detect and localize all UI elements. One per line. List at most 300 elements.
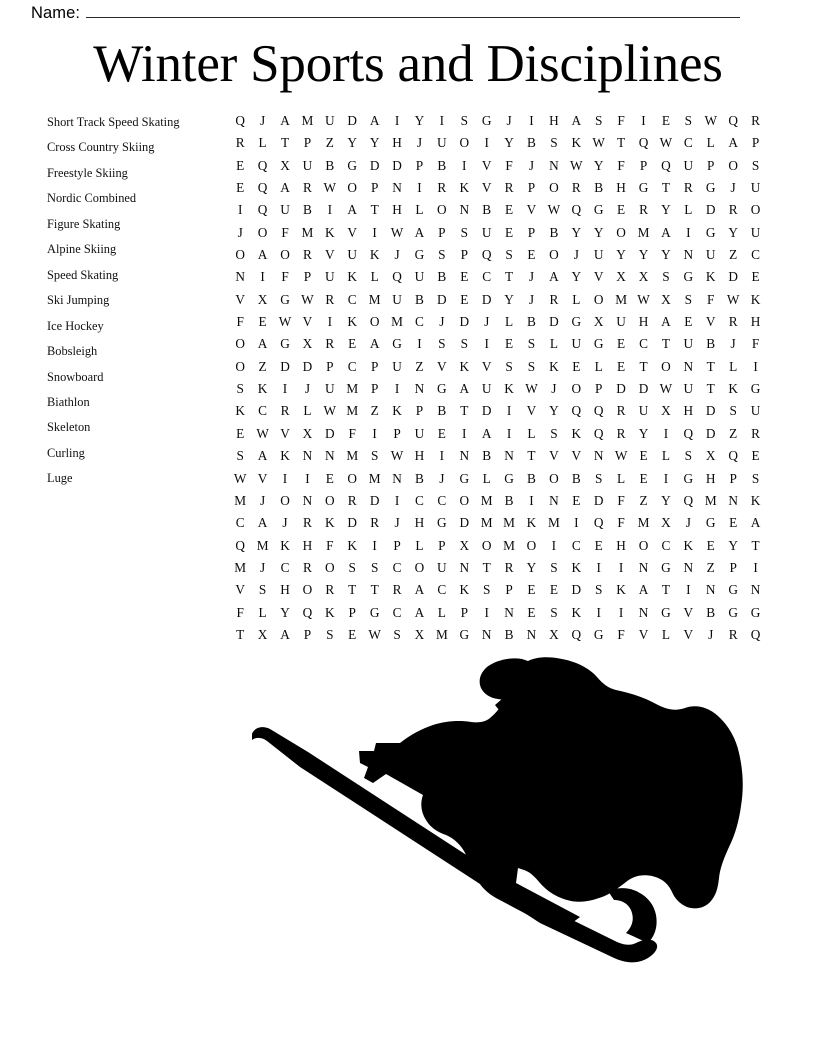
grid-cell[interactable]: M: [256, 537, 269, 553]
grid-cell[interactable]: F: [281, 269, 289, 285]
grid-cell[interactable]: H: [683, 403, 694, 419]
grid-cell[interactable]: Y: [571, 269, 582, 285]
grid-cell[interactable]: O: [549, 180, 559, 196]
grid-cell[interactable]: Q: [235, 537, 245, 553]
grid-cell[interactable]: X: [549, 626, 559, 642]
grid-cell[interactable]: M: [503, 515, 515, 531]
grid-cell[interactable]: C: [437, 492, 447, 508]
grid-cell[interactable]: N: [638, 559, 649, 575]
grid-cell[interactable]: T: [460, 403, 469, 419]
grid-cell[interactable]: C: [392, 559, 402, 575]
grid-cell[interactable]: N: [235, 269, 245, 285]
grid-cell[interactable]: I: [686, 582, 691, 598]
grid-cell[interactable]: E: [258, 314, 267, 330]
grid-cell[interactable]: U: [414, 425, 425, 441]
grid-cell[interactable]: P: [729, 470, 737, 486]
grid-cell[interactable]: E: [236, 425, 245, 441]
grid-cell[interactable]: N: [459, 202, 470, 218]
grid-cell[interactable]: S: [684, 113, 693, 128]
grid-cell[interactable]: B: [482, 448, 492, 464]
grid-cell[interactable]: O: [593, 291, 604, 307]
grid-cell[interactable]: K: [683, 537, 694, 553]
grid-cell[interactable]: D: [481, 291, 492, 307]
grid-cell[interactable]: T: [370, 202, 379, 218]
grid-cell[interactable]: N: [683, 559, 694, 575]
grid-cell[interactable]: D: [705, 403, 716, 419]
grid-cell[interactable]: G: [728, 582, 738, 598]
grid-cell[interactable]: E: [617, 358, 626, 374]
grid-cell[interactable]: Y: [504, 135, 514, 151]
grid-cell[interactable]: D: [616, 381, 626, 397]
grid-cell[interactable]: S: [460, 224, 468, 240]
grid-cell[interactable]: B: [504, 492, 514, 508]
grid-cell[interactable]: R: [347, 492, 357, 508]
grid-cell[interactable]: G: [661, 559, 671, 575]
grid-cell[interactable]: V: [235, 582, 245, 598]
grid-cell[interactable]: N: [459, 448, 470, 464]
grid-cell[interactable]: H: [549, 113, 559, 128]
grid-cell[interactable]: G: [504, 470, 514, 486]
grid-cell[interactable]: P: [438, 224, 446, 240]
grid-cell[interactable]: G: [638, 180, 649, 196]
grid-cell[interactable]: S: [326, 626, 334, 642]
grid-cell[interactable]: S: [550, 604, 558, 620]
grid-cell[interactable]: Y: [616, 247, 626, 263]
grid-cell[interactable]: V: [302, 314, 313, 330]
grid-cell[interactable]: I: [372, 224, 377, 240]
grid-cell[interactable]: L: [505, 314, 514, 330]
grid-cell[interactable]: G: [750, 381, 761, 397]
grid-cell[interactable]: T: [236, 626, 245, 642]
grid-cell[interactable]: D: [280, 358, 290, 374]
grid-cell[interactable]: T: [661, 336, 670, 352]
grid-cell[interactable]: G: [593, 202, 604, 218]
grid-cell[interactable]: L: [527, 425, 536, 441]
grid-cell[interactable]: P: [505, 582, 513, 598]
grid-cell[interactable]: P: [303, 135, 312, 151]
grid-cell[interactable]: W: [256, 425, 269, 441]
grid-cell[interactable]: K: [459, 582, 470, 598]
grid-cell[interactable]: M: [480, 515, 493, 531]
grid-cell[interactable]: F: [707, 291, 715, 307]
grid-cell[interactable]: Q: [235, 113, 245, 128]
grid-cell[interactable]: Q: [593, 425, 604, 441]
grid-cell[interactable]: J: [685, 515, 691, 531]
grid-cell[interactable]: R: [302, 247, 312, 263]
grid-cell[interactable]: J: [282, 515, 288, 531]
grid-cell[interactable]: J: [528, 291, 535, 307]
grid-cell[interactable]: V: [526, 202, 537, 218]
grid-cell[interactable]: A: [414, 224, 425, 240]
grid-cell[interactable]: R: [235, 135, 245, 151]
grid-cell[interactable]: L: [594, 358, 603, 374]
grid-cell[interactable]: I: [327, 314, 333, 330]
grid-cell[interactable]: A: [661, 224, 671, 240]
grid-cell[interactable]: W: [323, 180, 337, 196]
grid-cell[interactable]: W: [233, 470, 247, 486]
word-list-item[interactable]: Short Track Speed Skating: [47, 115, 180, 129]
grid-cell[interactable]: N: [638, 604, 649, 620]
word-list-item[interactable]: Luge: [47, 471, 73, 486]
grid-cell[interactable]: P: [595, 381, 603, 397]
grid-cell[interactable]: M: [435, 626, 448, 642]
grid-cell[interactable]: A: [414, 604, 425, 620]
grid-cell[interactable]: V: [638, 626, 649, 642]
grid-cell[interactable]: V: [571, 448, 582, 464]
grid-cell[interactable]: Y: [549, 403, 559, 419]
grid-cell[interactable]: S: [550, 425, 558, 441]
grid-cell[interactable]: O: [235, 247, 245, 263]
grid-cell[interactable]: M: [480, 492, 493, 508]
grid-cell[interactable]: O: [235, 336, 245, 352]
grid-cell[interactable]: U: [705, 247, 716, 263]
letter-grid[interactable]: [229, 110, 767, 646]
grid-cell[interactable]: V: [325, 247, 335, 263]
grid-cell[interactable]: P: [393, 425, 401, 441]
grid-cell[interactable]: I: [618, 559, 624, 575]
grid-cell[interactable]: Y: [504, 291, 514, 307]
grid-cell[interactable]: J: [304, 381, 311, 397]
grid-cell[interactable]: C: [415, 492, 424, 508]
grid-cell[interactable]: Q: [593, 515, 604, 531]
grid-cell[interactable]: N: [459, 559, 470, 575]
grid-cell[interactable]: D: [369, 492, 380, 508]
grid-cell[interactable]: A: [280, 113, 290, 128]
grid-cell[interactable]: M: [503, 537, 515, 553]
grid-cell[interactable]: U: [437, 559, 447, 575]
grid-cell[interactable]: L: [549, 336, 558, 352]
grid-cell[interactable]: W: [390, 224, 404, 240]
grid-cell[interactable]: R: [616, 425, 626, 441]
grid-cell[interactable]: M: [391, 314, 403, 330]
grid-cell[interactable]: I: [484, 336, 489, 352]
grid-cell[interactable]: S: [236, 448, 244, 464]
grid-cell[interactable]: I: [551, 537, 557, 553]
word-list-item[interactable]: Bobsleigh: [47, 344, 98, 359]
grid-cell[interactable]: W: [547, 202, 561, 218]
grid-cell[interactable]: O: [347, 470, 358, 486]
grid-cell[interactable]: A: [257, 247, 268, 263]
grid-cell[interactable]: V: [549, 448, 559, 464]
grid-cell[interactable]: E: [527, 582, 536, 598]
grid-cell[interactable]: Q: [593, 403, 604, 419]
word-list-item[interactable]: Curling: [47, 445, 85, 460]
grid-cell[interactable]: E: [460, 269, 469, 285]
word-list-item[interactable]: Ice Hockey: [47, 318, 104, 333]
grid-cell[interactable]: S: [751, 157, 760, 173]
grid-cell[interactable]: S: [527, 336, 536, 352]
grid-cell[interactable]: Y: [593, 157, 604, 173]
grid-cell[interactable]: G: [705, 224, 716, 240]
grid-cell[interactable]: N: [549, 157, 559, 173]
grid-cell[interactable]: S: [460, 113, 468, 128]
grid-cell[interactable]: C: [347, 291, 357, 307]
grid-cell[interactable]: U: [347, 247, 358, 263]
grid-cell[interactable]: C: [437, 582, 447, 598]
grid-cell[interactable]: A: [414, 582, 425, 598]
grid-cell[interactable]: O: [571, 381, 582, 397]
grid-cell[interactable]: N: [683, 358, 694, 374]
grid-cell[interactable]: U: [683, 336, 694, 352]
grid-cell[interactable]: J: [416, 135, 423, 151]
grid-cell[interactable]: Y: [661, 202, 671, 218]
grid-cell[interactable]: U: [325, 113, 335, 128]
grid-cell[interactable]: J: [484, 314, 490, 330]
grid-cell[interactable]: L: [370, 269, 379, 285]
grid-cell[interactable]: K: [325, 224, 335, 240]
grid-cell[interactable]: I: [417, 336, 422, 352]
grid-cell[interactable]: B: [437, 403, 447, 419]
grid-cell[interactable]: I: [484, 604, 489, 620]
grid-cell[interactable]: Y: [728, 224, 738, 240]
grid-cell[interactable]: C: [235, 515, 245, 531]
grid-cell[interactable]: X: [661, 515, 671, 531]
grid-cell[interactable]: C: [683, 135, 693, 151]
grid-cell[interactable]: Z: [325, 135, 334, 151]
grid-cell[interactable]: V: [683, 604, 694, 620]
grid-cell[interactable]: I: [596, 559, 601, 575]
grid-cell[interactable]: K: [325, 604, 335, 620]
grid-cell[interactable]: N: [302, 448, 313, 464]
grid-cell[interactable]: X: [638, 269, 649, 285]
grid-cell[interactable]: K: [750, 291, 761, 307]
grid-cell[interactable]: D: [459, 314, 470, 330]
grid-cell[interactable]: P: [303, 626, 312, 642]
grid-cell[interactable]: O: [661, 358, 671, 374]
grid-cell[interactable]: S: [505, 358, 513, 374]
grid-cell[interactable]: O: [280, 247, 290, 263]
grid-cell[interactable]: J: [394, 515, 400, 531]
grid-cell[interactable]: J: [237, 224, 243, 240]
grid-cell[interactable]: S: [684, 448, 693, 464]
grid-cell[interactable]: W: [659, 135, 673, 151]
grid-cell[interactable]: M: [301, 113, 314, 128]
grid-cell[interactable]: K: [347, 314, 358, 330]
grid-cell[interactable]: M: [615, 291, 628, 307]
grid-cell[interactable]: I: [327, 202, 333, 218]
grid-cell[interactable]: V: [280, 425, 290, 441]
grid-cell[interactable]: H: [638, 314, 649, 330]
grid-cell[interactable]: E: [751, 448, 760, 464]
grid-cell[interactable]: T: [370, 582, 379, 598]
word-list-item[interactable]: Figure Skating: [47, 216, 121, 231]
grid-cell[interactable]: U: [683, 381, 694, 397]
word-list-item[interactable]: Freestyle Skiing: [47, 165, 128, 180]
grid-cell[interactable]: K: [571, 425, 582, 441]
grid-cell[interactable]: N: [392, 470, 402, 486]
grid-cell[interactable]: J: [730, 180, 736, 196]
grid-cell[interactable]: P: [303, 269, 312, 285]
grid-cell[interactable]: R: [728, 202, 738, 218]
grid-cell[interactable]: D: [437, 291, 447, 307]
grid-cell[interactable]: C: [482, 269, 492, 285]
grid-cell[interactable]: T: [348, 582, 357, 598]
grid-cell[interactable]: U: [302, 157, 313, 173]
grid-cell[interactable]: E: [527, 604, 536, 620]
word-list-item[interactable]: Ski Jumping: [47, 293, 110, 308]
grid-cell[interactable]: H: [705, 470, 716, 486]
grid-cell[interactable]: N: [683, 247, 694, 263]
grid-cell[interactable]: D: [571, 582, 582, 598]
grid-cell[interactable]: F: [617, 157, 625, 173]
grid-cell[interactable]: R: [549, 291, 559, 307]
grid-cell[interactable]: G: [280, 291, 290, 307]
grid-cell[interactable]: B: [527, 135, 536, 151]
grid-cell[interactable]: D: [638, 381, 649, 397]
grid-cell[interactable]: E: [460, 291, 469, 307]
grid-cell[interactable]: I: [529, 492, 534, 508]
grid-cell[interactable]: Q: [257, 157, 268, 173]
grid-cell[interactable]: J: [439, 314, 445, 330]
grid-cell[interactable]: T: [639, 358, 648, 374]
grid-cell[interactable]: R: [302, 559, 312, 575]
grid-cell[interactable]: I: [305, 470, 310, 486]
grid-cell[interactable]: U: [414, 269, 425, 285]
grid-cell[interactable]: L: [258, 135, 267, 151]
grid-cell[interactable]: S: [751, 470, 760, 486]
grid-cell[interactable]: E: [437, 425, 446, 441]
grid-cell[interactable]: P: [415, 403, 424, 419]
grid-cell[interactable]: O: [459, 492, 470, 508]
grid-cell[interactable]: G: [437, 381, 447, 397]
grid-cell[interactable]: Q: [571, 202, 582, 218]
grid-cell[interactable]: A: [280, 626, 290, 642]
grid-cell[interactable]: Y: [593, 224, 604, 240]
grid-cell[interactable]: N: [526, 626, 537, 642]
grid-cell[interactable]: I: [237, 202, 243, 218]
grid-cell[interactable]: A: [481, 425, 492, 441]
grid-cell[interactable]: W: [301, 291, 314, 307]
grid-cell[interactable]: C: [347, 358, 357, 374]
grid-cell[interactable]: O: [459, 135, 470, 151]
grid-cell[interactable]: K: [325, 515, 335, 531]
grid-cell[interactable]: P: [527, 180, 536, 196]
grid-cell[interactable]: L: [437, 604, 446, 620]
grid-cell[interactable]: A: [728, 135, 738, 151]
grid-cell[interactable]: Q: [571, 626, 582, 642]
grid-cell[interactable]: O: [257, 224, 268, 240]
grid-cell[interactable]: U: [616, 314, 626, 330]
name-blank-line[interactable]: [86, 0, 740, 18]
grid-cell[interactable]: L: [661, 626, 670, 642]
grid-cell[interactable]: G: [683, 470, 694, 486]
grid-cell[interactable]: Q: [728, 448, 738, 464]
grid-cell[interactable]: R: [504, 180, 514, 196]
grid-cell[interactable]: H: [280, 582, 290, 598]
grid-cell[interactable]: M: [368, 470, 381, 486]
grid-cell[interactable]: I: [574, 515, 579, 531]
grid-cell[interactable]: M: [346, 403, 359, 419]
grid-cell[interactable]: I: [663, 425, 669, 441]
grid-cell[interactable]: E: [639, 470, 648, 486]
word-list-item[interactable]: Nordic Combined: [47, 191, 137, 206]
grid-cell[interactable]: A: [369, 336, 380, 352]
grid-cell[interactable]: G: [280, 336, 290, 352]
grid-cell[interactable]: E: [505, 336, 514, 352]
grid-cell[interactable]: U: [481, 224, 492, 240]
grid-cell[interactable]: U: [683, 157, 694, 173]
grid-cell[interactable]: R: [639, 202, 648, 218]
grid-cell[interactable]: P: [438, 537, 446, 553]
grid-cell[interactable]: D: [392, 157, 402, 173]
grid-cell[interactable]: K: [728, 381, 738, 397]
grid-cell[interactable]: P: [707, 157, 715, 173]
grid-cell[interactable]: J: [506, 113, 512, 128]
word-list-item[interactable]: Cross Country Skiing: [47, 140, 155, 155]
grid-cell[interactable]: S: [550, 559, 558, 575]
grid-cell[interactable]: L: [415, 202, 424, 218]
grid-cell[interactable]: I: [506, 425, 512, 441]
grid-cell[interactable]: R: [728, 314, 738, 330]
grid-cell[interactable]: U: [481, 381, 492, 397]
grid-cell[interactable]: I: [641, 113, 646, 128]
grid-cell[interactable]: E: [617, 336, 626, 352]
grid-cell[interactable]: X: [593, 314, 604, 330]
grid-cell[interactable]: P: [751, 135, 760, 151]
grid-cell[interactable]: U: [593, 247, 604, 263]
grid-cell[interactable]: D: [302, 358, 313, 374]
grid-cell[interactable]: Z: [729, 425, 738, 441]
grid-cell[interactable]: S: [550, 135, 558, 151]
grid-cell[interactable]: O: [638, 537, 649, 553]
grid-cell[interactable]: J: [260, 492, 266, 508]
word-list-item[interactable]: Alpine Skiing: [47, 242, 117, 257]
grid-cell[interactable]: I: [663, 470, 669, 486]
grid-cell[interactable]: S: [460, 336, 468, 352]
grid-cell[interactable]: I: [618, 604, 624, 620]
grid-cell[interactable]: S: [438, 247, 446, 263]
grid-cell[interactable]: O: [728, 157, 738, 173]
grid-cell[interactable]: Q: [750, 626, 761, 642]
grid-cell[interactable]: Z: [415, 358, 424, 374]
grid-cell[interactable]: R: [302, 180, 312, 196]
grid-cell[interactable]: J: [708, 626, 714, 642]
grid-cell[interactable]: N: [549, 492, 559, 508]
grid-cell[interactable]: Y: [571, 224, 582, 240]
grid-cell[interactable]: B: [482, 202, 492, 218]
grid-cell[interactable]: Q: [683, 425, 694, 441]
grid-cell[interactable]: I: [394, 113, 400, 128]
grid-cell[interactable]: F: [617, 113, 625, 128]
grid-cell[interactable]: F: [617, 515, 625, 531]
grid-cell[interactable]: S: [527, 358, 536, 374]
grid-cell[interactable]: L: [572, 291, 581, 307]
grid-cell[interactable]: M: [301, 224, 314, 240]
grid-cell[interactable]: S: [258, 582, 267, 598]
grid-cell[interactable]: X: [661, 403, 671, 419]
grid-cell[interactable]: M: [637, 224, 650, 240]
grid-cell[interactable]: C: [751, 247, 760, 263]
grid-cell[interactable]: J: [730, 336, 736, 352]
grid-cell[interactable]: Y: [661, 492, 671, 508]
grid-cell[interactable]: O: [302, 582, 313, 598]
grid-cell[interactable]: D: [325, 425, 335, 441]
grid-cell[interactable]: B: [325, 157, 335, 173]
grid-cell[interactable]: A: [571, 113, 582, 128]
grid-cell[interactable]: H: [414, 448, 425, 464]
grid-cell[interactable]: I: [372, 425, 377, 441]
grid-cell[interactable]: N: [504, 604, 514, 620]
grid-cell[interactable]: M: [547, 515, 560, 531]
grid-cell[interactable]: S: [729, 403, 737, 419]
grid-cell[interactable]: N: [325, 448, 335, 464]
grid-cell[interactable]: V: [481, 157, 492, 173]
grid-cell[interactable]: N: [414, 381, 425, 397]
grid-cell[interactable]: T: [751, 537, 760, 553]
grid-cell[interactable]: O: [481, 537, 492, 553]
grid-cell[interactable]: B: [527, 314, 536, 330]
grid-cell[interactable]: Q: [302, 604, 313, 620]
